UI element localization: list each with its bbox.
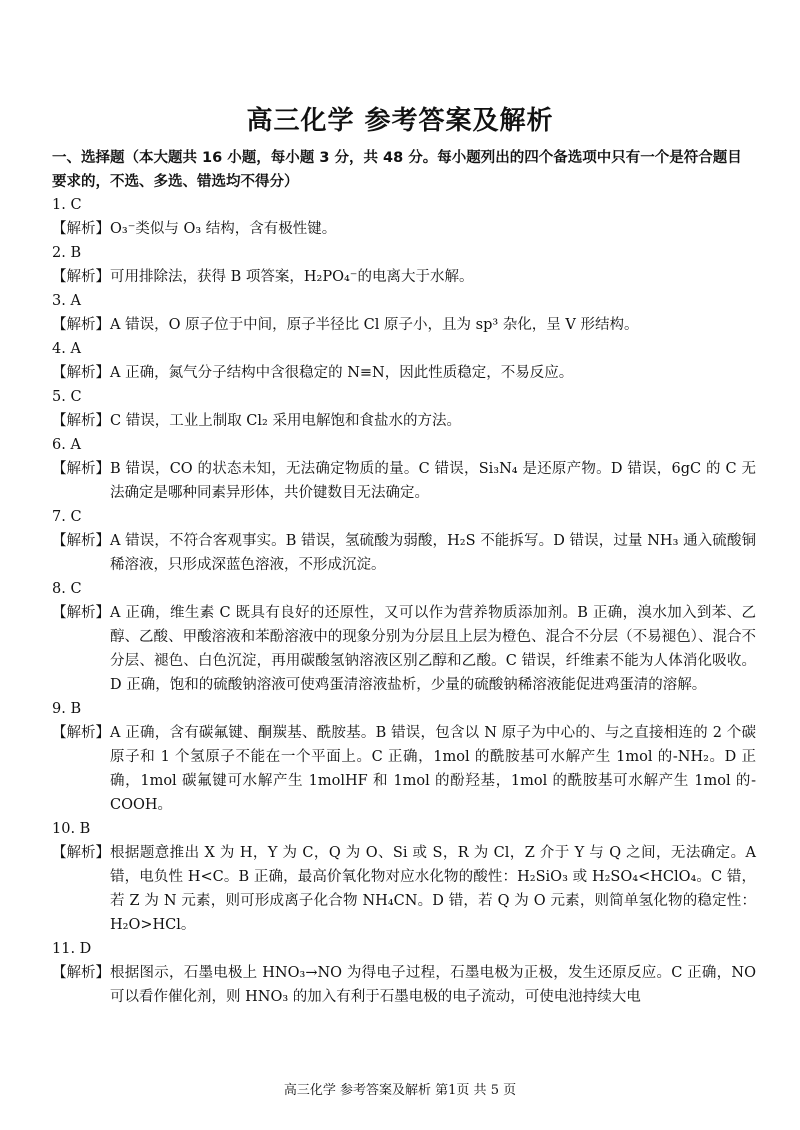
explanation xyxy=(52,217,756,241)
explanation-text: A 正确，氮气分子结构中含很稳定的 N≡N，因此性质稳定，不易反应。 xyxy=(110,365,574,381)
question-number: 6. A xyxy=(52,437,81,453)
explanation-text: A 正确，含有碳氟键、酮羰基、酰胺基。B 错误，包含以 N 原子为中心的、与之直接相连的 2 个碳原子和 1 个氢原子不能在一个平面上。C 正确，1mol 的酰胺基可水解产生 1mol 的-NH₂。D 正确，1mol 碳氟键可水解产生 1molHF 和 1mol 的酚羟基，1mol 的酰胺基可水解产生 1mol 的-COOH。 xyxy=(110,725,756,813)
explanation xyxy=(52,409,756,433)
explanation-tag: 【解析】 xyxy=(52,317,110,333)
explanation xyxy=(52,841,756,937)
question-number: 11. D xyxy=(52,941,92,957)
explanation xyxy=(52,601,756,697)
question-number: 9. B xyxy=(52,701,82,717)
explanation xyxy=(52,313,756,337)
explanation-text: O₃⁻类似与 O₃ 结构，含有极性键。 xyxy=(110,221,337,237)
explanation-tag: 【解析】 xyxy=(52,605,110,621)
explanation-tag: 【解析】 xyxy=(52,533,110,549)
explanation-text: A 错误，不符合客观事实。B 错误，氢硫酸为弱酸，H₂S 不能拆写。D 错误，过量 NH₃ 通入硫酸铜稀溶液，只形成深蓝色溶液，不形成沉淀。 xyxy=(110,533,756,573)
explanation-tag: 【解析】 xyxy=(52,413,110,429)
explanation-text: 可用排除法，获得 B 项答案，H₂PO₄⁻的电离大于水解。 xyxy=(110,269,474,285)
explanation-tag: 【解析】 xyxy=(52,269,110,285)
explanation-text: 根据题意推出 X 为 H，Y 为 C，Q 为 O、Si 或 S，R 为 Cl，Z 介于 Y 与 Q 之间，无法确定。A 错，电负性 H<C。B 正确，最高价氧化物对应水化物的酸性：H₂SiO₃ 或 H₂SO₄<HClO₄。C 错，若 Z 为 N 元素，则可形成离子化合物 NH₄CN。D 错，若 Q 为 O 元素，则简单氢化物的稳定性：H₂O>HCl。 xyxy=(110,845,756,933)
explanation xyxy=(52,457,756,505)
explanation xyxy=(52,961,756,1009)
explanation-tag: 【解析】 xyxy=(52,365,110,381)
explanation-tag: 【解析】 xyxy=(52,221,110,237)
explanation-tag: 【解析】 xyxy=(52,965,110,981)
explanation xyxy=(52,361,756,385)
page-footer: 高三化学 参考答案及解析 第1页 共 5 页 xyxy=(283,1083,517,1098)
question-number: 4. A xyxy=(52,341,81,357)
explanation-text: A 正确，维生素 C 既具有良好的还原性，又可以作为营养物质添加剂。B 正确，溴水加入到苯、乙醇、乙酸、甲酸溶液和苯酚溶液中的现象分别为分层且上层为橙色、混合不分层（不易褪色）、混合不分层、褪色、白色沉淀，再用碳酸氢钠溶液区别乙醇和乙酸。C 错误，纤维素不能为人体消化吸收。D 正确，饱和的硫酸钠溶液可使鸡蛋清溶液盐析，少量的硫酸钠稀溶液能促进鸡蛋清的溶解。 xyxy=(110,605,756,693)
explanation-text: A 错误，O 原子位于中间，原子半径比 Cl 原子小，且为 sp³ 杂化，呈 V 形结构。 xyxy=(110,317,639,333)
explanation-tag: 【解析】 xyxy=(52,725,110,741)
question-number: 5. C xyxy=(52,389,82,405)
explanation-text: B 错误，CO 的状态未知，无法确定物质的量。C 错误，Si₃N₄ 是还原产物。D 错误，6gC 的 C 无法确定是哪种同素异形体，共价键数目无法确定。 xyxy=(110,461,756,501)
explanation xyxy=(52,721,756,817)
section-intro: 一、选择题（本大题共 16 小题，每小题 3 分，共 48 分。每小题列出的四个备选项中只有一个是符合题目要求的，不选、多选、错选均不得分） xyxy=(52,150,742,190)
answer-list xyxy=(52,193,756,1009)
question-number: 1. C xyxy=(52,197,82,213)
question-number: 2. B xyxy=(52,245,82,261)
explanation xyxy=(52,265,756,289)
question-number: 8. C xyxy=(52,581,82,597)
explanation xyxy=(52,529,756,577)
question-number: 7. C xyxy=(52,509,82,525)
explanation-tag: 【解析】 xyxy=(52,461,110,477)
page-title: 高三化学 参考答案及解析 xyxy=(246,106,554,136)
explanation-text: C 错误，工业上制取 Cl₂ 采用电解饱和食盐水的方法。 xyxy=(110,413,461,429)
question-number: 3. A xyxy=(52,293,81,309)
explanation-text: 根据图示，石墨电极上 HNO₃→NO 为得电子过程，石墨电极为正极，发生还原反应。C 正确，NO 可以看作催化剂，则 HNO₃ 的加入有利于石墨电极的电子流动，可使电池持续大电 xyxy=(110,965,756,1005)
explanation-tag: 【解析】 xyxy=(52,845,110,861)
question-number: 10. B xyxy=(52,821,91,837)
